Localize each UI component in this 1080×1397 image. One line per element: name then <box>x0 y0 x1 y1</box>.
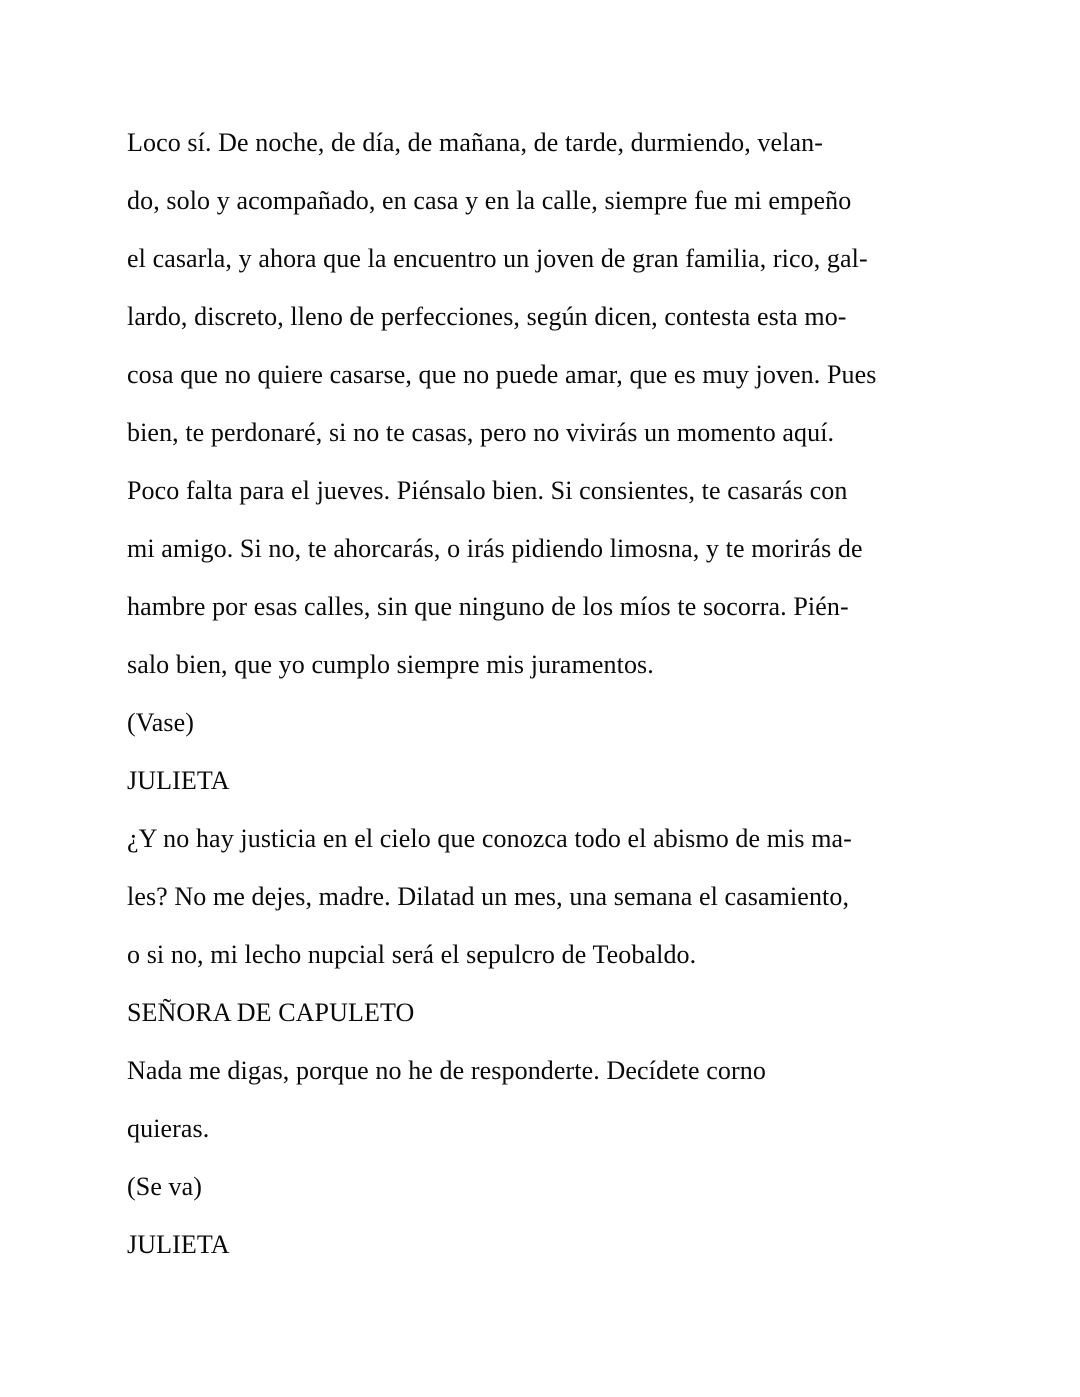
stage-direction: (Vase) <box>127 708 195 737</box>
speaker-name: JULIETA <box>127 766 230 795</box>
dialogue-line: Poco falta para el jueves. Piénsalo bien. Si consientes, te casarás con <box>127 476 848 505</box>
dialogue-line: el casarla, y ahora que la encuentro un joven de gran familia, rico, gal- <box>127 244 868 273</box>
dialogue-line: bien, te perdonaré, si no te casas, pero no vivirás un momento aquí. <box>127 418 835 447</box>
dialogue-line: Nada me digas, porque no he de responderte. Decídete corno <box>127 1056 766 1085</box>
dialogue-line: do, solo y acompañado, en casa y en la calle, siempre fue mi empeño <box>127 186 852 215</box>
dialogue-line: mi amigo. Si no, te ahorcarás, o irás pidiendo limosna, y te morirás de <box>127 534 863 563</box>
dialogue-line: les? No me dejes, madre. Dilatad un mes, una semana el casamiento, <box>127 882 850 911</box>
dialogue-line: ¿Y no hay justicia en el cielo que conozca todo el abismo de mis ma- <box>127 824 852 853</box>
speaker-name: JULIETA <box>127 1230 230 1259</box>
dialogue-line: lardo, discreto, lleno de perfecciones, según dicen, contesta esta mo- <box>127 302 847 331</box>
dialogue-line: hambre por esas calles, sin que ninguno de los míos te socorra. Pién- <box>127 592 849 621</box>
stage-direction: (Se va) <box>127 1172 203 1201</box>
dialogue-line: cosa que no quiere casarse, que no puede amar, que es muy joven. Pues <box>127 360 877 389</box>
dialogue-line: quieras. <box>127 1114 210 1143</box>
dialogue-line: Loco sí. De noche, de día, de mañana, de tarde, durmiendo, velan- <box>127 128 823 157</box>
text-block <box>127 114 960 1274</box>
dialogue-line: o si no, mi lecho nupcial será el sepulcro de Teobaldo. <box>127 940 697 969</box>
speaker-name: SEÑORA DE CAPULETO <box>127 998 415 1027</box>
dialogue-line: salo bien, que yo cumplo siempre mis juramentos. <box>127 650 654 679</box>
